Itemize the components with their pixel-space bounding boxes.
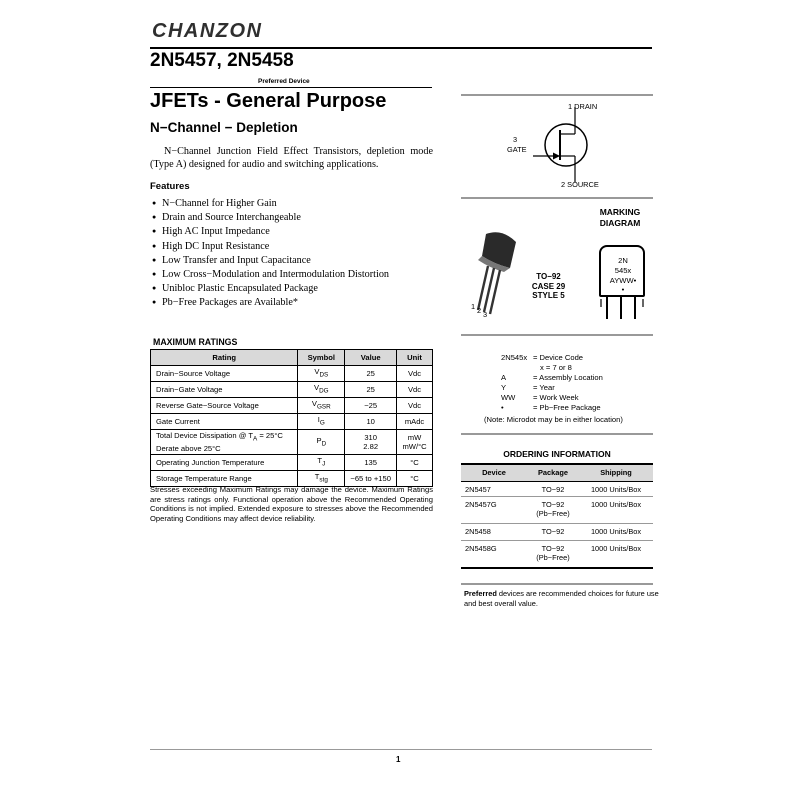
section-divider [461, 334, 653, 336]
package-cell: TO−92 (Pb−Free) [527, 496, 579, 523]
footer-rule [150, 749, 652, 750]
feature-item: ● High AC Input Impedance [152, 224, 389, 238]
table-row [151, 430, 433, 455]
pin-number: 3 [483, 310, 488, 319]
unit-cell: Vdc [397, 366, 433, 382]
legend-row: 2N545x = Device Code [501, 353, 584, 362]
device-cell: 2N5458 [461, 523, 527, 540]
header-rule [150, 47, 652, 49]
table-row [151, 398, 433, 414]
column-header: Unit [397, 350, 433, 366]
rating-cell: Total Device Dissipation @ $T_A = 25^\circ C$ Derate above 25°C [151, 430, 298, 455]
table-row [151, 455, 433, 471]
max-ratings-title: MAXIMUM RATINGS [153, 337, 238, 347]
ordering-title: ORDERING INFORMATION [503, 449, 611, 459]
marking-line: 545x [614, 266, 632, 275]
features-list [152, 196, 389, 310]
gate-label: GATE [507, 145, 527, 154]
device-cell: 2N5457 [461, 481, 527, 496]
device-cell: 2N5457G [461, 496, 527, 523]
value-cell: 135 [345, 455, 397, 471]
feature-item: ● Low Cross−Modulation and Intermodulation Distortion [152, 267, 389, 281]
column-header: Rating [151, 350, 298, 366]
package-cell: TO−92 [527, 481, 579, 496]
subheading: N−Channel − Depletion [150, 120, 298, 135]
preferred-note: Preferred devices are recommended choices for future use and best overall value. [464, 589, 659, 608]
unit-cell: mW mW/°C [397, 430, 433, 455]
page-number: 1 [396, 755, 401, 764]
shipping-cell: 1000 Units/Box [579, 496, 653, 523]
symbol-cell: $P_D$ [298, 430, 345, 455]
column-header: Package [527, 464, 579, 481]
rating-cell: Gate Current [151, 414, 298, 430]
table-row [151, 414, 433, 430]
drain-label: 1 DRAIN [568, 102, 598, 111]
rating-cell: Drain−Source Voltage [151, 366, 298, 382]
table-header-row [461, 464, 653, 481]
shipping-cell: 1000 Units/Box [579, 523, 653, 540]
symbol-cell: $T_{stg}$ [298, 471, 345, 487]
marking-dot: • [621, 285, 625, 294]
unit-cell: Vdc [397, 382, 433, 398]
symbol-cell: $T_J$ [298, 455, 345, 471]
unit-cell: °C [397, 471, 433, 487]
rating-cell: Reverse Gate−Source Voltage [151, 398, 298, 414]
rating-cell: Storage Temperature Range [151, 471, 298, 487]
unit-cell: mAdc [397, 414, 433, 430]
value-cell: −25 [345, 398, 397, 414]
ordering-table [461, 463, 653, 569]
value-cell: 310 2.82 [345, 430, 397, 455]
feature-item: ● N−Channel for Higher Gain [152, 196, 389, 210]
feature-item: ● Unibloc Plastic Encapsulated Package [152, 281, 389, 295]
table-row [461, 523, 653, 540]
source-label: 2 SOURCE [561, 180, 599, 189]
rating-cell: Operating Junction Temperature [151, 455, 298, 471]
section-divider [461, 94, 653, 96]
column-header: Shipping [579, 464, 653, 481]
marking-line: 2N [618, 256, 628, 265]
shipping-cell: 1000 Units/Box [579, 540, 653, 568]
legend-row: x = 7 or 8 [540, 363, 572, 372]
table-row [461, 481, 653, 496]
section-divider [461, 583, 653, 585]
preferred-device-label: Preferred Device [258, 78, 310, 85]
pin-number: 1 [471, 302, 476, 311]
brand-logo: CHANZON [152, 20, 263, 42]
value-cell: 10 [345, 414, 397, 430]
shipping-cell: 1000 Units/Box [579, 481, 653, 496]
symbol-cell: $V_{DS}$ [298, 366, 345, 382]
section-divider [461, 197, 653, 199]
table-header-row [151, 350, 433, 366]
table-row [461, 540, 653, 568]
value-cell: 25 [345, 382, 397, 398]
title-rule [150, 87, 432, 88]
legend-row: • = Pb−Free Package [501, 403, 601, 412]
table-row [151, 366, 433, 382]
column-header: Value [345, 350, 397, 366]
feature-item: ● Low Transfer and Input Capacitance [152, 253, 389, 267]
table-row [151, 382, 433, 398]
marking-legend [501, 353, 603, 413]
column-header: Symbol [298, 350, 345, 366]
features-heading: Features [150, 181, 190, 192]
symbol-cell: $V_{DG}$ [298, 382, 345, 398]
package-label: TO−92 CASE 29 STYLE 5 [531, 272, 566, 301]
marking-line: AYWW• [609, 276, 637, 285]
stress-note: Stresses exceeding Maximum Ratings may damage the device. Maximum Ratings are stress ratings only. Functional operation above the Recommended Operating Conditions is not implied. Extended exposure to stresses above the Recommended Operating Conditions may affect device reliability. [150, 485, 433, 523]
microdot-note: (Note: Microdot may be in either location) [484, 415, 623, 424]
intro-paragraph: N−Channel Junction Field Effect Transistors, depletion mode (Type A) designed for audio and switching applications. [150, 146, 433, 170]
pin-number: 2 [477, 306, 482, 315]
part-title: 2N5457, 2N5458 [150, 50, 294, 71]
legend-row: A = Assembly Location [501, 373, 603, 382]
gate-number: 3 [513, 135, 518, 144]
table-row [461, 496, 653, 523]
column-header: Device [461, 464, 527, 481]
unit-cell: °C [397, 455, 433, 471]
value-cell: 25 [345, 366, 397, 382]
section-divider [461, 433, 653, 435]
unit-cell: Vdc [397, 398, 433, 414]
symbol-cell: $I_G$ [298, 414, 345, 430]
rating-cell: Drain−Gate Voltage [151, 382, 298, 398]
feature-item: ● Drain and Source Interchangeable [152, 210, 389, 224]
device-cell: 2N5458G [461, 540, 527, 568]
value-cell: −65 to +150 [345, 471, 397, 487]
marking-diagram-title: MARKING DIAGRAM [599, 207, 641, 228]
package-cell: TO−92 [527, 523, 579, 540]
symbol-cell: $V_{GSR}$ [298, 398, 345, 414]
main-heading: JFETs - General Purpose [150, 90, 387, 112]
package-cell: TO−92 (Pb−Free) [527, 540, 579, 568]
legend-row: Y = Year [501, 383, 555, 392]
max-ratings-table [150, 349, 433, 487]
marking-leads-icon [597, 297, 647, 325]
feature-item: ● Pb−Free Packages are Available* [152, 295, 389, 309]
feature-item: ● High DC Input Resistance [152, 239, 389, 253]
legend-row: WW = Work Week [501, 393, 579, 402]
